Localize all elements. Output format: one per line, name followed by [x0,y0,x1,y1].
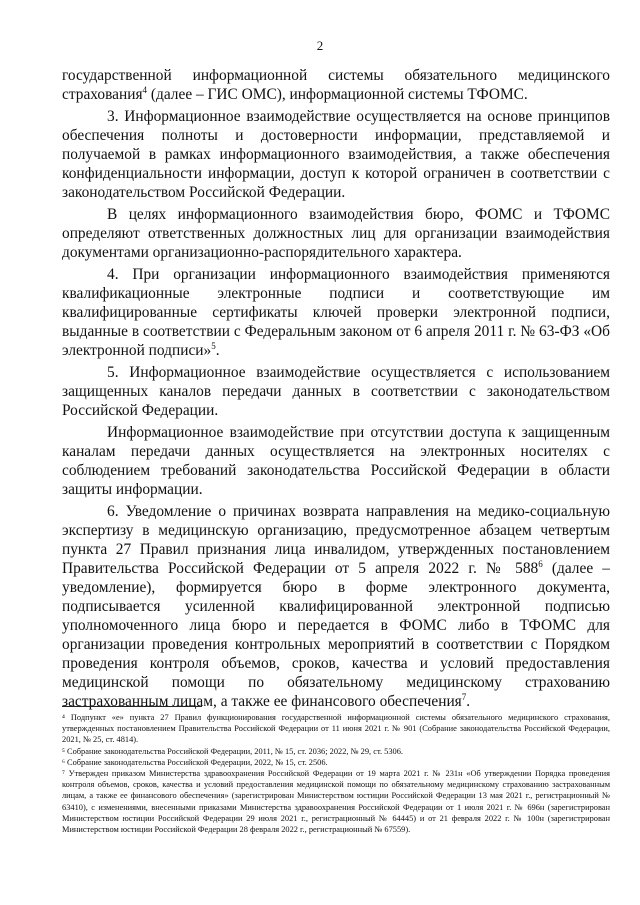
paragraph-item-4 [62,265,610,360]
footnote-marker: 6 [538,558,543,569]
paragraph-item-3 [62,107,610,202]
footnote-4: ⁴ Подпункт «е» пункта 27 Правил функционирования государственной информационной системы обязательного медицинского страхования, утвержденных постановлением Правительства Российской Федерации от 11 июня 2021 г. № 901 (Собрание законодательства Российской Федерации, 2021, № 25, ст. 4814). [62,713,610,745]
paragraph-text: 4. При организации информационного взаимодействия применяются квалификационные электронные подписи и соответствующие им квалифицированные сертификаты ключей проверки электронной подписи, выданные в соответствии с Федеральным законом от 6 апреля 2011 г. № 63-ФЗ «Об электронной подписи» [62,266,610,359]
document-body [62,66,610,714]
paragraph-text: (далее – ГИС ОМС), информационной системы ТФОМС. [147,86,528,103]
paragraph-item-6 [62,502,610,711]
paragraph-text: (далее – уведомление), формируется бюро в форме электронного документа, подписывается усиленной квалифицированной электронной подписью уполномоченного лица бюро и передается в ФОМС либо в ТФОМС для организации проведения контрольных мероприятий в соответствии с Порядком проведения контроля объемов, сроков, качества и условий предоставления медицинской помощи по обязательному медицинскому страхованию застрахованным лицам, а также ее финансового обеспечения [62,560,611,710]
paragraph-text: 5. Информационное взаимодействие осуществляется с использованием защищенных каналов передачи данных в соответствии с законодательством Российской Федерации. [62,364,610,419]
paragraph-electronic-media [62,423,610,499]
paragraph-text: . [215,342,220,359]
paragraph-item-5 [62,363,610,420]
paragraph-continuation [62,66,610,104]
paragraph-text: Информационное взаимодействие при отсутствии доступа к защищенным каналам передачи данных осуществляется на электронных носителях с соблюдением требований законодательства Российской Федерации в области защиты информации. [62,424,610,498]
paragraph-text: 6. Уведомление о причинах возврата направления на медико-социальную экспертизу в медицинскую организацию, предусмотренное абзацем четвертым пункта 27 Правил признания лица инвалидом, утвержденных постановлением Правительства Российской Федерации от 5 апреля 2022 г. № 588 [62,503,610,577]
paragraph-text: государственной информационной системы обязательного медицинского страхования [62,67,610,103]
footnote-marker: 4 [142,84,148,95]
footnotes [62,712,610,835]
footnote-7: ⁷ Утвержден приказом Министерства здравоохранения Российской Федерации от 19 марта 2021 г. № 231н «Об утверждении Порядка проведения контроля объемов, сроков, качества и условий предоставления медицинской помощи по обязательному медицинскому страхованию застрахованным лицам, а также ее финансового обеспечения» (зарегистрирован Министерством юстиции Российской Федерации 13 мая 2021 г., регистрационный № 63410), с изменениями, внесенными приказами Министерства здравоохранения Российской Федерации от 1 июля 2021 г. № 696н (зарегистрирован Министерством юстиции Российской Федерации 29 июля 2021 г., регистрационный № 64445) и от 21 февраля 2022 г. № 100н (зарегистрирован Министерством юстиции Российской Федерации 28 февраля 2022 г., регистрационный № 67559). [62,769,610,835]
paragraph-responsible-persons [62,205,610,262]
footnote-5: ⁵ Собрание законодательства Российской Федерации, 2011, № 15, ст. 2036; 2022, № 29, ст. 5306. [62,746,404,756]
footnote-6: ⁶ Собрание законодательства Российской Федерации, 2022, № 15, ст. 2506. [62,757,328,767]
paragraph-text: В целях информационного взаимодействия бюро, ФОМС и ТФОМС определяют ответственных должностных лиц для организации взаимодействия документами организационно-распорядительного характера. [62,206,610,261]
paragraph-text: 3. Информационное взаимодействие осуществляется на основе принципов обеспечения полноты и достоверности информации, представляемой и получаемой в рамках информационного взаимодействия, а также обеспечения конфиденциальности информации, доступ к которой ограничен в соответствии с законодательством Российской Федерации. [62,108,610,201]
footnote-marker: 5 [211,340,216,351]
page-number: 2 [316,38,324,53]
footnote-divider [62,706,202,707]
paragraph-text: . [466,693,471,710]
footnote-marker: 7 [461,691,467,702]
